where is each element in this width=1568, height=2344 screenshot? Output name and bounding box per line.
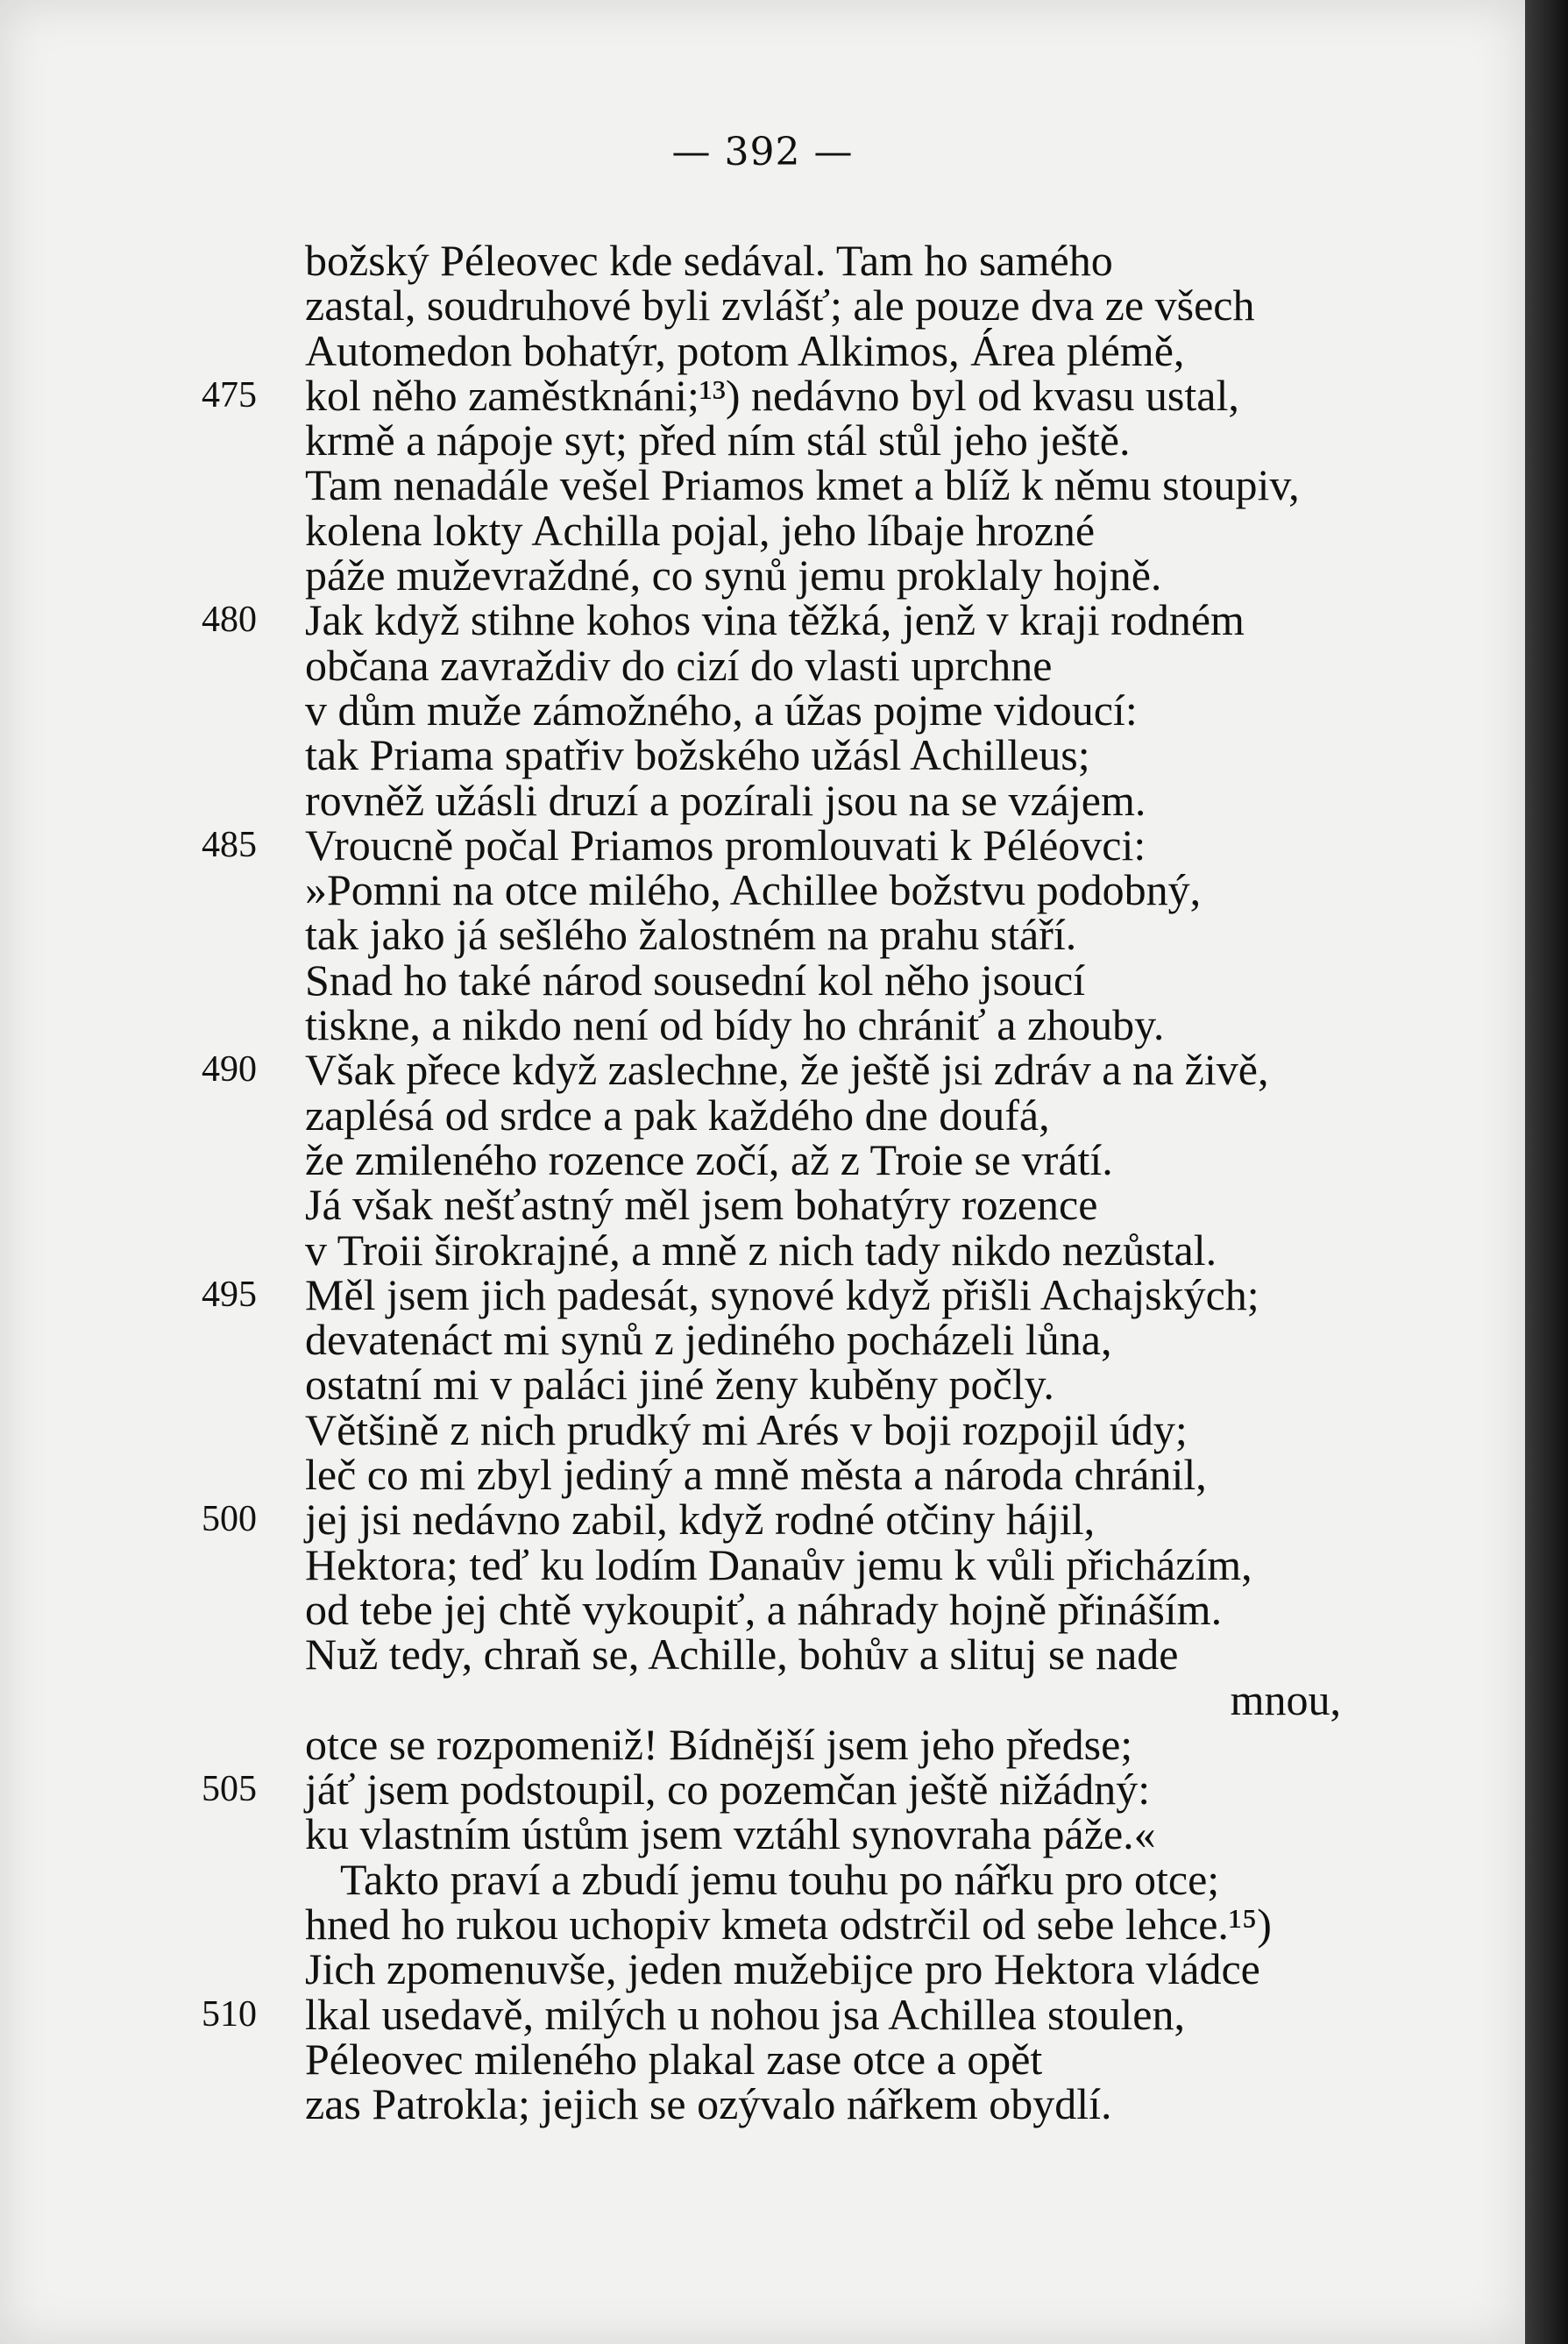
line-text: ostatní mi v paláci jiné ženy kuběny počly. [305,1360,1054,1410]
line-text: tiskne, a nikdo není od bídy ho chrániť a zhouby. [305,1000,1165,1050]
poem-line [202,1719,1446,1769]
line-text: Automedon bohatýr, potom Alkimos, Área plémě, [305,325,1185,375]
line-text: tak jako já sešlého žalostném na prahu stáří. [305,910,1077,960]
poem-line [202,1539,1446,1589]
line-text: Jak když stihne kohos vina těžká, jenž v kraji rodném [305,595,1245,645]
line-text: občana zavraždiv do cizí do vlasti uprchne [305,640,1053,690]
line-text: Péleovec mileného plakal zase otce a opět [305,2034,1043,2084]
line-text: zas Patrokla; jejich se ozývalo nářkem obydlí. [305,2079,1112,2129]
line-number: 490 [202,1049,257,1090]
poem-line [202,418,1446,463]
line-text: Měl jsem jich padesát, synové když přišli Achajských; [305,1269,1259,1319]
line-text: ku vlastním ústům jsem vztáhl synovraha páže.« [305,1809,1156,1859]
poem-line [202,283,1446,328]
line-text: lkal usedavě, milých u nohou jsa Achillea stoulen, [305,1989,1185,2039]
poem-line [202,1045,1446,1095]
line-number: 510 [202,1993,257,2035]
poem-line [202,1225,1446,1275]
poem-line [202,325,1446,375]
poem-line [202,1450,1446,1500]
poem-line [202,1180,1446,1230]
poem-line [202,1090,1446,1140]
poem-line [202,2079,1446,2129]
line-text: hned ho rukou uchopiv kmeta odstrčil od sebe lehce.¹⁵) [305,1899,1272,1949]
poem-line [202,1404,1446,1454]
poem-line [202,1765,1446,1815]
line-text: rovněž užásli druzí a pozírali jsou na se vzájem. [305,775,1146,825]
poem-line [202,1944,1446,1994]
poem-line [202,775,1446,825]
poem-line [202,910,1446,960]
poem-line [202,460,1446,510]
line-text: mnou, [1230,1674,1341,1724]
line-text: otce se rozpomeniž! Bídnější jsem jeho předse; [305,1719,1133,1769]
line-text: krmě a nápoje syt; před ním stál stůl jeho ještě. [305,416,1131,465]
line-text: v Troii širokrajné, a mně z nich tady nikdo nezůstal. [305,1225,1217,1275]
line-text: zaplésá od srdce a pak každého dne doufá, [305,1090,1050,1140]
line-text: Tam nenadále vešel Priamos kmet a blíž k němu stoupiv, [305,460,1300,510]
poem-line [202,550,1446,600]
poem-line [202,1315,1446,1365]
poem-line [202,1134,1446,1184]
poem-line [202,1269,1446,1319]
poem-line [202,685,1446,735]
line-number: 495 [202,1274,257,1315]
poem-line [202,1360,1446,1410]
scan-edge [1525,0,1568,2344]
poem-line [202,1989,1446,2039]
line-number: 485 [202,824,257,865]
line-text: jej jsi nedávno zabil, když rodné otčiny hájil, [305,1495,1096,1545]
line-text: v dům muže zámožného, a úžas pojme vidoucí: [305,685,1138,735]
page-number: — 392 — [671,130,854,174]
line-text: že zmileného rozence zočí, až z Troie se vrátí. [305,1134,1113,1184]
line-text: páže muževraždné, co synů jemu proklaly hojně. [305,550,1162,600]
line-number: 505 [202,1769,257,1810]
poem-line [202,820,1446,870]
line-text: jáť jsem podstoupil, co pozemčan ještě nižádný: [305,1765,1151,1815]
poem-line [202,1630,1446,1680]
line-number: 480 [202,600,257,641]
line-text: devatenáct mi synů z jediného pocházeli lůna, [305,1315,1112,1365]
line-text: Já však nešťastný měl jsem bohatýry rozence [305,1180,1098,1230]
poem-line [202,1495,1446,1545]
line-number: 500 [202,1499,257,1540]
poem-line [202,730,1446,780]
line-text: »Pomni na otce milého, Achillee božstvu podobný, [305,865,1202,915]
line-number: 475 [202,374,257,416]
poem-line [202,1809,1446,1859]
line-text: Nuž tedy, chraň se, Achille, bohův a slituj se nade [305,1630,1179,1680]
poem-line [202,1584,1446,1634]
poem-text [202,238,1446,2127]
poem-line [202,1899,1446,1949]
line-text: Vroucně počal Priamos promlouvati k Péléovci: [305,820,1146,870]
line-text: Však přece když zaslechne, že ještě jsi zdráv a na živě, [305,1045,1269,1095]
line-text: Snad ho také národ sousední kol něho jsoucí [305,955,1086,1005]
poem-line [202,640,1446,690]
line-text: kolena lokty Achilla pojal, jeho líbaje hrozné [305,505,1096,555]
poem-line [202,955,1446,1005]
poem-line [202,865,1446,915]
poem-line [202,370,1446,420]
line-text: Takto praví a zbudí jemu touhu po nářku pro otce; [340,1854,1220,1904]
line-text: zastal, soudruhové byli zvlášť; ale pouze dva ze všech [305,281,1255,330]
line-text: leč co mi zbyl jediný a mně města a národa chránil, [305,1450,1207,1500]
line-text: Hektora; teď ku lodím Danaův jemu k vůli přicházím, [305,1539,1252,1589]
line-text: Většině z nich prudký mi Arés v boji rozpojil údy; [305,1404,1188,1454]
poem-line [202,1674,1446,1724]
line-text: od tebe jej chtě vykoupiť, a náhrady hojně přináším. [305,1584,1223,1634]
poem-line [202,1854,1446,1904]
line-text: tak Priama spatřiv božského užásl Achilleus; [305,730,1090,780]
poem-line [202,595,1446,645]
poem-line [202,1000,1446,1050]
poem-line [202,2034,1446,2084]
line-text: božský Péleovec kde sedával. Tam ho samého [305,236,1113,285]
poem-line [202,238,1446,283]
line-text: Jich zpomenuvše, jeden mužebijce pro Hektora vládce [305,1944,1260,1994]
poem-line [202,505,1446,555]
line-text: kol něho zaměstknáni;¹³) nedávno byl od kvasu ustal, [305,370,1239,420]
